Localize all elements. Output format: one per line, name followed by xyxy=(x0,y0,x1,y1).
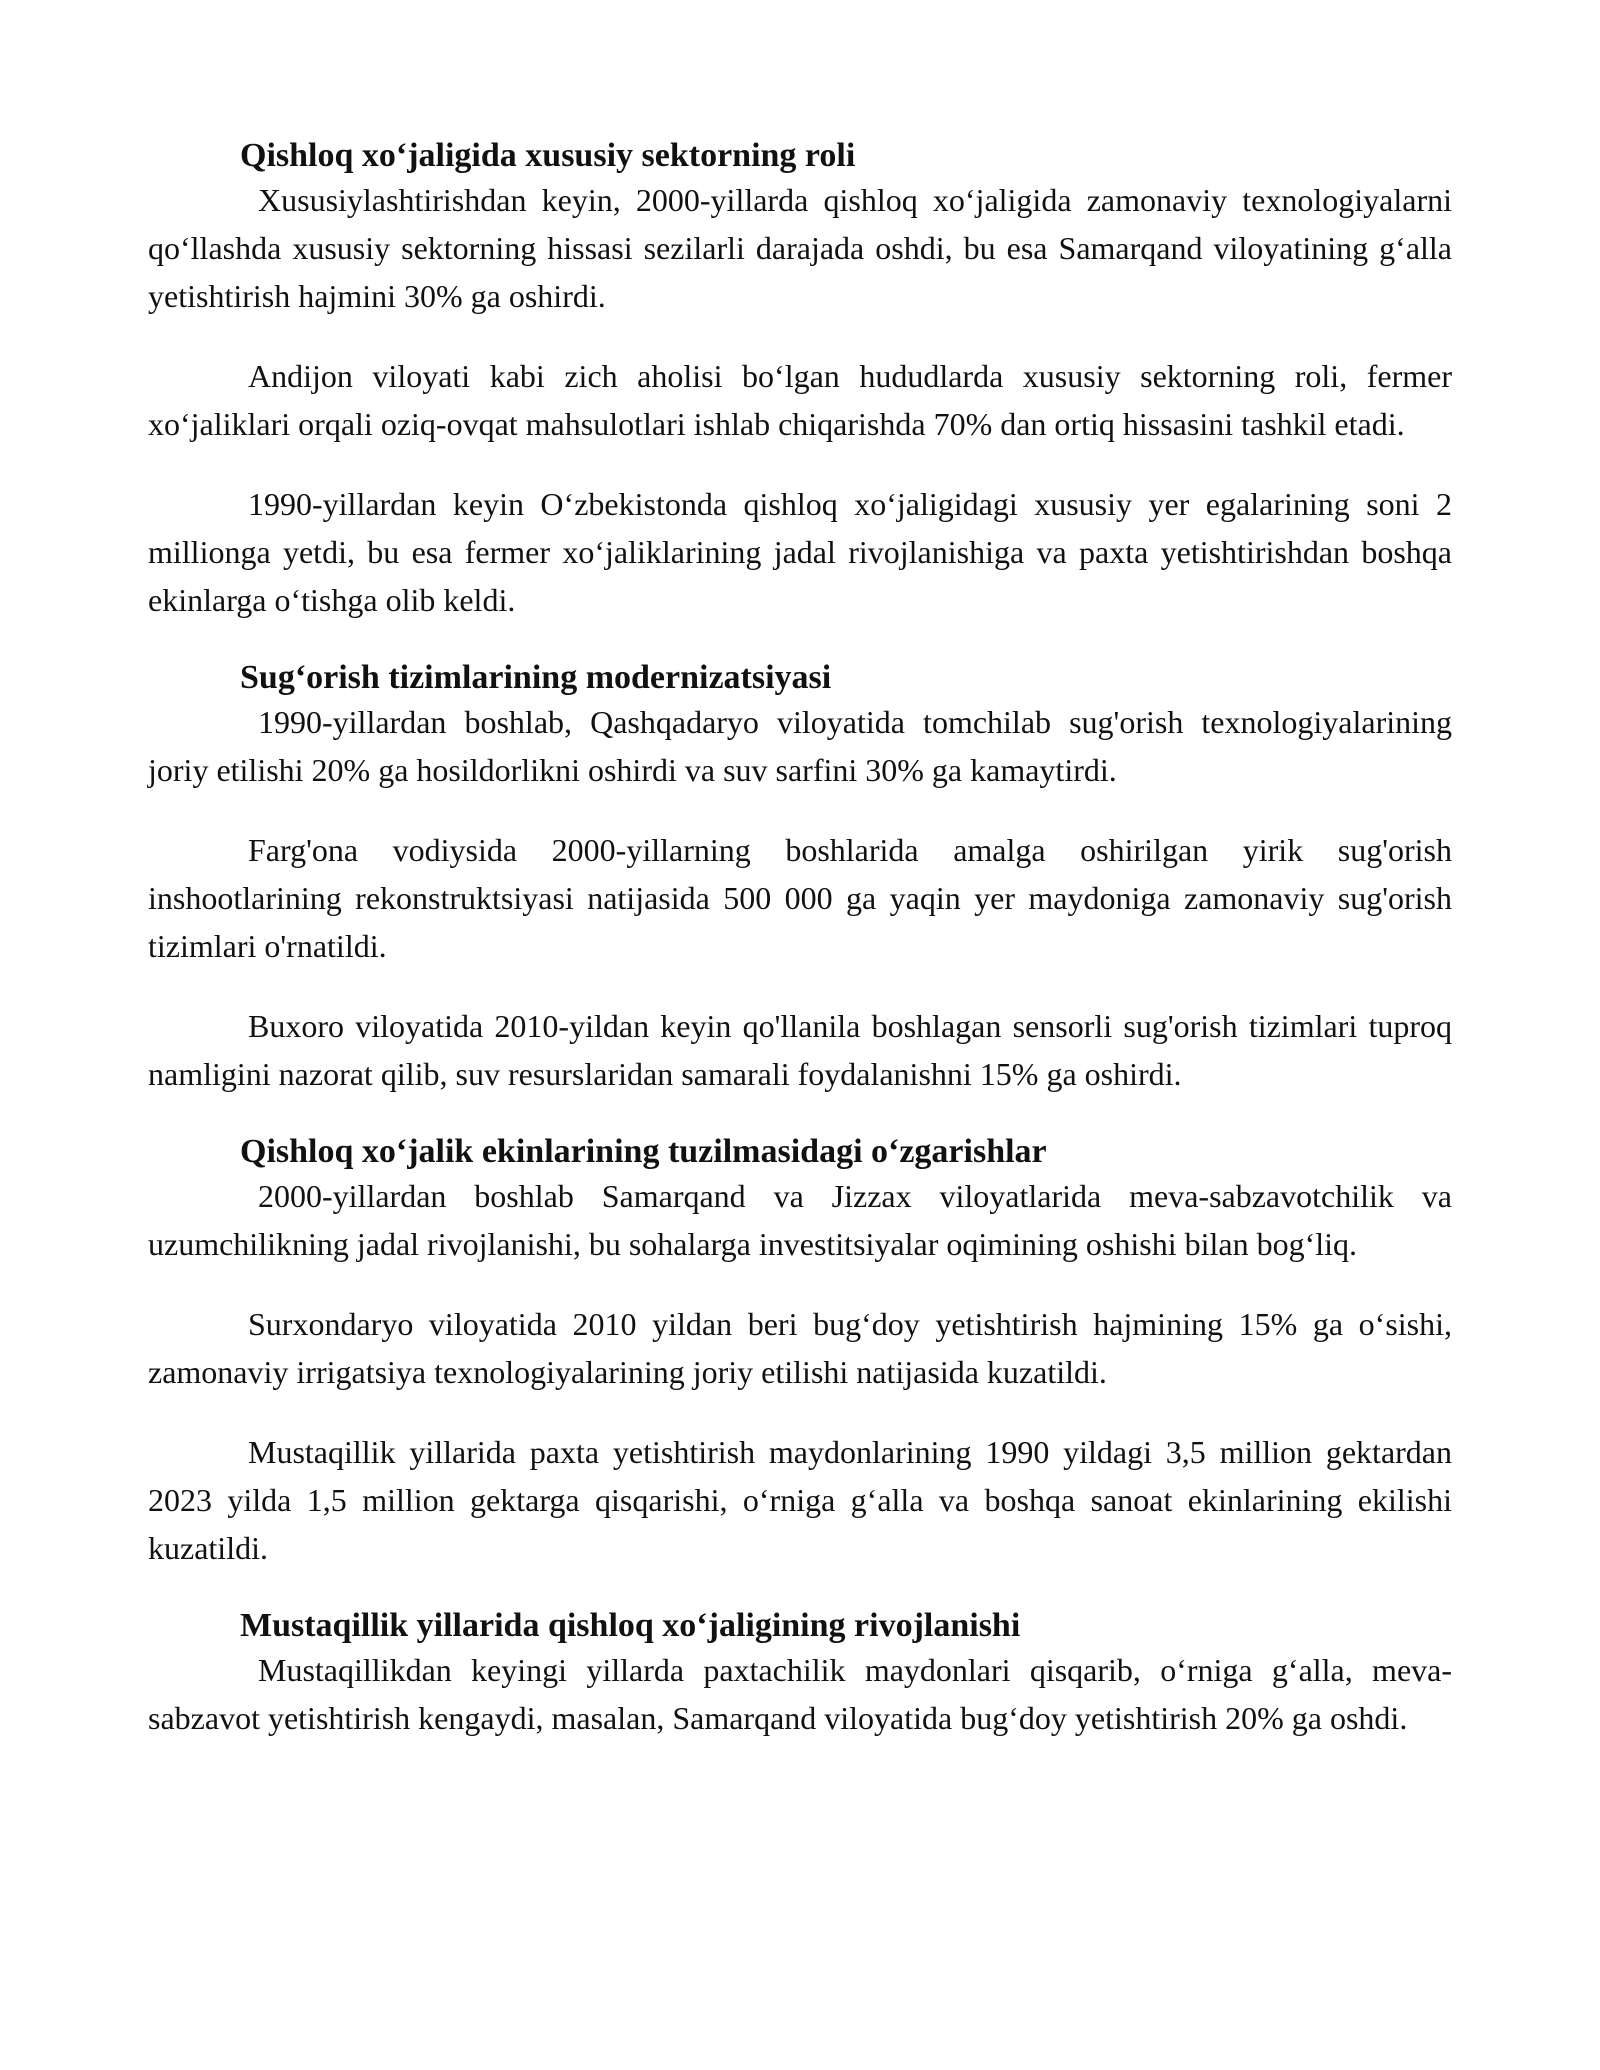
section-irrigation xyxy=(148,658,1452,1098)
paragraph: Mustaqillik yillarida paxta yetishtirish maydonlarining 1990 yildagi 3,5 million gektardan 2023 yilda 1,5 million gektarga qisqarishi, o‘rniga g‘alla va boshqa sanoat ekinlarining ekilishi kuzatildi. xyxy=(148,1434,1452,1566)
paragraph: 1990-yillardan keyin O‘zbekistonda qishloq xo‘jaligidagi xususiy yer egalarining soni 2 millionga yetdi, bu esa fermer xo‘jaliklarining jadal rivojlanishiga va paxta yetishtirishdan boshqa ekinlarga o‘tishga olib keldi. xyxy=(148,486,1452,618)
section-heading: Qishloq xo‘jalik ekinlarining tuzilmasidagi o‘zgarishlar xyxy=(240,1133,1047,1170)
document-page xyxy=(148,136,1452,1742)
section-independence-development xyxy=(148,1606,1452,1742)
paragraph: Surxondaryo viloyatida 2010 yildan beri bug‘doy yetishtirish hajmining 15% ga o‘sishi, zamonaviy irrigatsiya texnologiyalarining joriy etilishi natijasida kuzatildi. xyxy=(148,1306,1452,1390)
section-private-sector xyxy=(148,136,1452,624)
paragraph: Buxoro viloyatida 2010-yildan keyin qo'llanila boshlagan sensorli sug'orish tizimlari tuproq namligini nazorat qilib, suv resurslaridan samarali foydalanishni 15% ga oshirdi. xyxy=(148,1008,1452,1092)
paragraph: Andijon viloyati kabi zich aholisi bo‘lgan hududlarda xususiy sektorning roli, fermer xo‘jaliklari orqali oziq-ovqat mahsulotlari ishlab chiqarishda 70% dan ortiq hissasini tashkil etadi. xyxy=(148,358,1452,442)
paragraph: Mustaqillikdan keyingi yillarda paxtachilik maydonlari qisqarib, o‘rniga g‘alla, meva-sabzavot yetishtirish kengaydi, masalan, Samarqand viloyatida bug‘doy yetishtirish 20% ga oshdi. xyxy=(148,1652,1452,1736)
section-heading: Mustaqillik yillarida qishloq xo‘jaligining rivojlanishi xyxy=(240,1607,1021,1644)
section-crop-structure xyxy=(148,1132,1452,1572)
paragraph: 1990-yillardan boshlab, Qashqadaryo viloyatida tomchilab sug'orish texnologiyalarining joriy etilishi 20% ga hosildorlikni oshirdi va suv sarfini 30% ga kamaytirdi. xyxy=(148,704,1452,788)
paragraph: Farg'ona vodiysida 2000-yillarning boshlarida amalga oshirilgan yirik sug'orish inshootlarining rekonstruktsiyasi natijasida 500 000 ga yaqin yer maydoniga zamonaviy sug'orish tizimlari o'rnatildi. xyxy=(148,832,1452,964)
paragraph: Xususiylashtirishdan keyin, 2000-yillarda qishloq xo‘jaligida zamonaviy texnologiyalarni qo‘llashda xususiy sektorning hissasi sezilarli darajada oshdi, bu esa Samarqand viloyatining g‘alla yetishtirish hajmini 30% ga oshirdi. xyxy=(148,182,1452,314)
section-heading: Sug‘orish tizimlarining modernizatsiyasi xyxy=(240,659,832,696)
paragraph: 2000-yillardan boshlab Samarqand va Jizzax viloyatlarida meva-sabzavotchilik va uzumchilikning jadal rivojlanishi, bu sohalarga investitsiyalar oqimining oshishi bilan bog‘liq. xyxy=(148,1178,1452,1262)
section-heading: Qishloq xo‘jaligida xususiy sektorning roli xyxy=(240,137,856,174)
